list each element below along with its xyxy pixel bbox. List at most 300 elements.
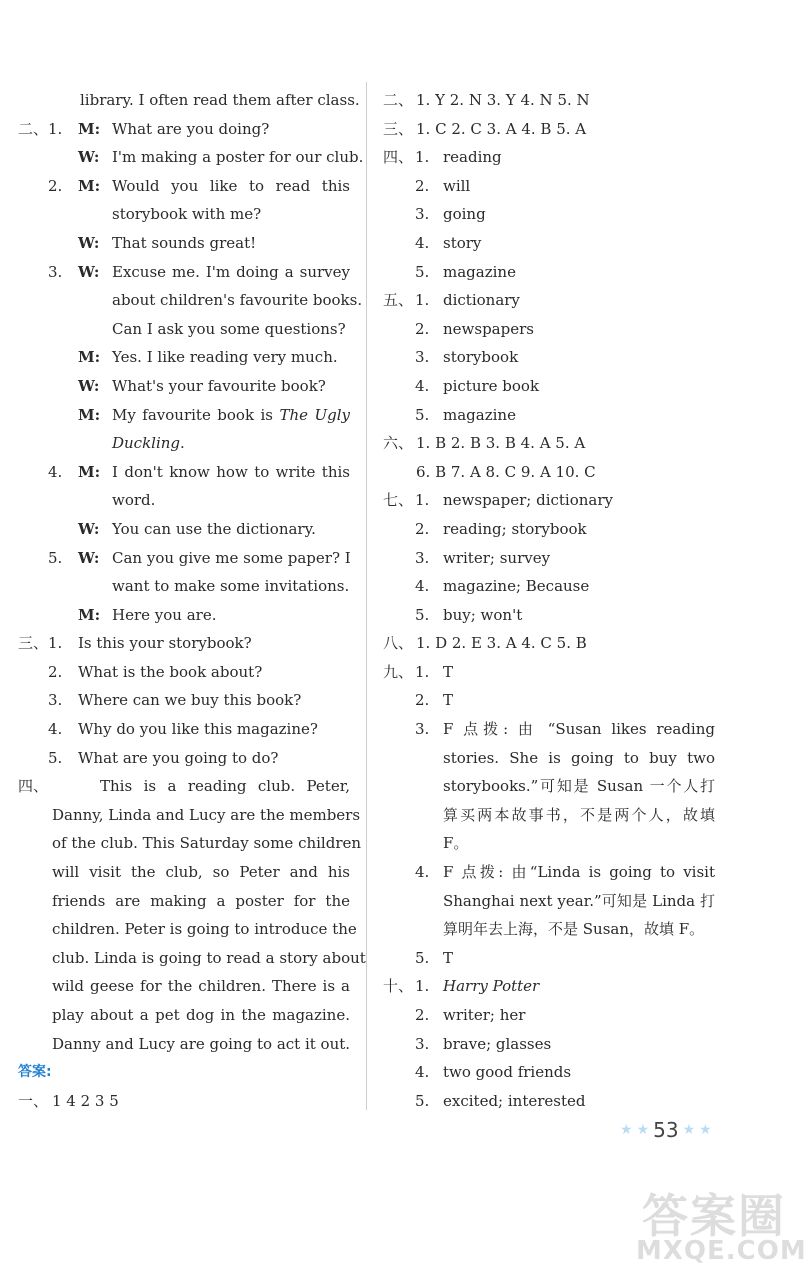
- text: word.: [112, 491, 156, 510]
- text: Is this your storybook?: [78, 634, 252, 653]
- speaker-name: W: [78, 148, 94, 167]
- text: 1. D 2. E 3. A 4. C 5. B: [416, 634, 587, 653]
- line-text: [443, 686, 453, 715]
- line-text: [112, 258, 350, 287]
- section-label: 十、: [383, 977, 414, 996]
- text-line: [18, 887, 354, 916]
- text-line: [383, 858, 723, 887]
- text-line: [18, 515, 354, 544]
- text: writer; survey: [443, 548, 551, 567]
- line-text: [112, 458, 350, 487]
- text-line: [18, 1087, 354, 1116]
- line-text: [78, 629, 252, 658]
- line-text: [443, 658, 453, 687]
- line-text: [443, 229, 481, 258]
- text: Yes. I like reading very much.: [112, 348, 338, 367]
- text-line: [383, 801, 723, 830]
- speaker-name: M: [78, 176, 95, 195]
- item-number: 2.: [415, 1006, 430, 1024]
- line-text: [112, 572, 349, 601]
- text: Excuse me. I'm doing a survey: [112, 262, 350, 281]
- line-text: [416, 629, 587, 658]
- line-text: [112, 515, 316, 544]
- text-line: [18, 858, 354, 887]
- line-text: [112, 172, 350, 201]
- text-line: [18, 772, 354, 801]
- text: Can I ask you some questions?: [112, 319, 346, 338]
- line-text: [443, 772, 715, 801]
- item-number: 1.: [415, 491, 430, 510]
- star-icon: ★: [682, 1122, 696, 1138]
- text: excited; interested: [443, 1091, 586, 1110]
- item-number: 3.: [415, 720, 430, 739]
- text: F 点拨: 由 “Susan likes reading: [443, 720, 715, 739]
- text: buy; won't: [443, 605, 523, 624]
- line-text: [78, 686, 301, 715]
- text-line: [18, 915, 357, 944]
- text: newspapers: [443, 319, 534, 338]
- item-number: 4.: [415, 1063, 430, 1082]
- text-line: [18, 115, 354, 144]
- text-line: [383, 658, 723, 687]
- text-line: [383, 772, 723, 801]
- line-text: [52, 887, 350, 916]
- text-line: [383, 915, 723, 944]
- line-text: [112, 286, 363, 315]
- text: magazine: [443, 262, 516, 281]
- text-line: [18, 172, 354, 201]
- text-line: [18, 429, 354, 458]
- line-text: [52, 915, 357, 944]
- text: about children's favourite books.: [112, 291, 363, 310]
- text-line: [383, 286, 723, 315]
- text: I'm making a poster for our club.: [112, 148, 364, 167]
- text-line: [18, 944, 366, 973]
- text: What is the book about?: [78, 662, 263, 681]
- text: F。: [443, 834, 469, 853]
- text-line: [18, 401, 354, 430]
- line-text: [52, 1087, 119, 1116]
- text-line: [383, 715, 723, 744]
- text: .: [180, 434, 185, 453]
- item-number: 3.: [48, 262, 63, 281]
- item-number: 2.: [48, 176, 63, 195]
- column-divider: [366, 82, 367, 1110]
- speaker-label: M:: [78, 462, 101, 481]
- text: will: [443, 176, 471, 195]
- item-number: 5.: [415, 405, 430, 424]
- text-line: [18, 686, 354, 715]
- watermark-logo: [632, 1180, 807, 1276]
- right-column: [383, 86, 723, 1115]
- text-line: [383, 200, 723, 229]
- text-line: [383, 887, 723, 916]
- text-line: [18, 801, 361, 830]
- text-line: [18, 200, 354, 229]
- text: storybook: [443, 348, 519, 367]
- text-line: [18, 258, 354, 287]
- item-number: 5.: [415, 605, 430, 624]
- text-line: [383, 372, 723, 401]
- text-line: [18, 715, 354, 744]
- speaker-label: W:: [78, 519, 100, 538]
- line-text: [443, 1058, 571, 1087]
- text: dictionary: [443, 291, 520, 310]
- line-text: [443, 286, 520, 315]
- item-number: 3.: [415, 205, 430, 224]
- line-text: [112, 429, 185, 458]
- text: 1 4 2 3 5: [52, 1091, 119, 1110]
- text: storybook with me?: [112, 205, 262, 224]
- item-number: 2.: [415, 691, 430, 710]
- item-number: 3.: [48, 691, 63, 710]
- line-text: [443, 401, 516, 430]
- text: library. I often read them after class.: [80, 91, 360, 109]
- text: Where can we buy this book?: [78, 691, 302, 710]
- line-text: [443, 1087, 585, 1116]
- line-text: [52, 801, 361, 830]
- text: This is a reading club. Peter,: [100, 777, 350, 796]
- line-text: [112, 544, 350, 573]
- speaker-name: M: [78, 348, 95, 367]
- text: 算买两本故事书，不是两个人，故填: [443, 805, 715, 824]
- line-text: [443, 172, 470, 201]
- text-line: [18, 744, 354, 773]
- speaker-label: W:: [78, 148, 100, 167]
- text: brave; glasses: [443, 1034, 552, 1053]
- text-line: [18, 829, 362, 858]
- star-icon: ★: [620, 1122, 633, 1138]
- text: T: [443, 691, 454, 710]
- text-line: [18, 343, 354, 372]
- line-text: [416, 115, 586, 144]
- line-text: [416, 458, 596, 487]
- line-text: [443, 343, 518, 372]
- page-number-area: [620, 1116, 720, 1144]
- text: friends are making a poster for the: [52, 891, 350, 910]
- text: going: [443, 205, 486, 224]
- line-text: [416, 429, 585, 458]
- section-label: 二、: [18, 119, 49, 138]
- item-number: 5.: [48, 748, 63, 767]
- text-line: [18, 143, 364, 172]
- text: 1. B 2. B 3. B 4. A 5. A: [416, 434, 586, 453]
- text: 算明年去上海，不是 Susan，故填 F。: [443, 920, 705, 939]
- text-line: [18, 572, 354, 601]
- section-label: 一、: [18, 1091, 49, 1110]
- item-number: 3.: [415, 348, 430, 367]
- speaker-name: M: [78, 462, 95, 481]
- line-text: [443, 1030, 551, 1059]
- line-text: [443, 372, 539, 401]
- section-label: 九、: [383, 662, 414, 681]
- text-line: [383, 1001, 723, 1030]
- line-text: [443, 601, 522, 630]
- text-line: [383, 486, 723, 515]
- item-number: 2.: [415, 519, 430, 538]
- text: play about a pet dog in the magazine.: [52, 1006, 350, 1024]
- text: will visit the club, so Peter and his: [52, 863, 350, 882]
- item-number: 2.: [415, 319, 430, 338]
- speaker-name: W: [78, 548, 94, 567]
- page-number: 53: [653, 1118, 679, 1142]
- text-line: [383, 972, 723, 1001]
- speaker-label: W:: [78, 548, 100, 567]
- section-label: 四、: [383, 148, 414, 167]
- text: magazine; Because: [443, 577, 590, 596]
- line-text: [78, 744, 278, 773]
- text-line: [18, 544, 354, 573]
- item-number: 5.: [415, 262, 430, 281]
- speaker-name: M: [78, 605, 95, 624]
- item-number: 2.: [48, 662, 63, 681]
- text-line: [383, 143, 723, 172]
- text: Danny and Lucy are going to act it out.: [52, 1034, 351, 1053]
- answer-label: 答案:: [18, 1064, 52, 1081]
- line-text: [112, 343, 338, 372]
- line-text: [52, 944, 366, 973]
- line-text: [78, 658, 262, 687]
- text: reading; storybook: [443, 519, 587, 538]
- text-line: [383, 1087, 723, 1116]
- text: My favourite book is: [112, 405, 280, 424]
- line-text: [112, 315, 346, 344]
- line-text: [112, 601, 216, 630]
- text: children. Peter is going to introduce the: [52, 920, 357, 939]
- text: 6. B 7. A 8. C 9. A 10. C: [416, 462, 596, 481]
- text: What are you doing?: [112, 119, 270, 138]
- line-text: [443, 972, 539, 1001]
- star-icon: ★: [699, 1122, 712, 1138]
- line-text: [78, 715, 318, 744]
- text: writer; her: [443, 1006, 526, 1024]
- text-line: [383, 343, 723, 372]
- speaker-name: M: [78, 405, 95, 424]
- line-text: [112, 401, 350, 430]
- text: club. Linda is going to read a story about: [52, 948, 366, 967]
- line-text: [443, 258, 516, 287]
- section-label: 二、: [383, 91, 414, 109]
- speaker-label: M:: [78, 348, 101, 367]
- speaker-label: W:: [78, 376, 100, 395]
- text-line: [18, 1030, 354, 1059]
- watermark-cn: 答案圈: [642, 1189, 786, 1243]
- text: newspaper; dictionary: [443, 491, 613, 510]
- line-text: [443, 915, 704, 944]
- italic-text: Harry Potter: [443, 977, 540, 996]
- line-text: [443, 829, 468, 858]
- item-number: 1.: [48, 119, 63, 138]
- line-text: [443, 944, 453, 973]
- line-text: [443, 315, 534, 344]
- item-number: 1.: [415, 291, 430, 310]
- line-text: [100, 772, 350, 801]
- line-text: [443, 715, 715, 744]
- text-line: [18, 972, 354, 1001]
- line-text: [443, 515, 587, 544]
- line-text: [52, 972, 350, 1001]
- speaker-label: W:: [78, 262, 100, 281]
- text-line: [383, 572, 723, 601]
- line-text: [80, 86, 360, 115]
- text-line: [383, 229, 723, 258]
- line-text: [112, 486, 155, 515]
- section-label: 三、: [18, 634, 49, 653]
- text: story: [443, 233, 482, 252]
- watermark-en: MXQE.COM: [636, 1236, 807, 1266]
- text: Would you like to read this: [112, 176, 350, 195]
- line-text: [112, 372, 326, 401]
- item-number: 5.: [48, 548, 63, 567]
- text-line: [383, 629, 723, 658]
- speaker-label: M:: [78, 405, 101, 424]
- speaker-name: W: [78, 262, 94, 281]
- text: You can use the dictionary.: [112, 519, 316, 538]
- text: Why do you like this magazine?: [78, 720, 318, 739]
- text: stories. She is going to buy two: [443, 748, 715, 767]
- item-number: 1.: [415, 148, 430, 167]
- item-number: 4.: [415, 863, 430, 882]
- line-text: [52, 858, 350, 887]
- left-column: [18, 86, 366, 1115]
- line-text: [443, 572, 589, 601]
- text-line: [383, 458, 723, 487]
- text-line: [383, 544, 723, 573]
- speaker-label: M:: [78, 605, 101, 624]
- text-line: [383, 115, 723, 144]
- section-label: 三、: [383, 119, 414, 138]
- text: wild geese for the children. There is a: [52, 977, 350, 996]
- line-text: [443, 544, 550, 573]
- speaker-name: W: [78, 376, 94, 395]
- text: Shanghai next year.”可知是 Linda 打: [443, 891, 715, 910]
- text-line: [383, 515, 723, 544]
- text: That sounds great!: [112, 233, 257, 252]
- section-label: 七、: [383, 491, 414, 510]
- text-line: [18, 1058, 354, 1087]
- text: Can you give me some paper? I: [112, 548, 351, 567]
- text: want to make some invitations.: [112, 577, 350, 596]
- speaker-label: M:: [78, 176, 101, 195]
- line-text: [112, 115, 269, 144]
- section-label: 五、: [383, 291, 414, 310]
- text-line: [383, 172, 723, 201]
- text-line: [383, 401, 723, 430]
- text-line: [18, 372, 354, 401]
- line-text: [443, 1001, 525, 1030]
- line-text: [443, 744, 715, 773]
- text: storybooks.”可知是 Susan 一个人打: [443, 777, 715, 796]
- text: picture book: [443, 376, 540, 395]
- text-line: [383, 601, 723, 630]
- item-number: 3.: [415, 548, 430, 567]
- text: T: [443, 948, 454, 967]
- item-number: 1.: [48, 634, 63, 653]
- text: I don't know how to write this: [112, 462, 350, 481]
- speaker-name: W: [78, 233, 94, 252]
- text-line: [383, 258, 723, 287]
- item-number: 5.: [415, 1091, 430, 1110]
- item-number: 1.: [415, 662, 430, 681]
- item-number: 4.: [415, 233, 430, 252]
- text: T: [443, 662, 454, 681]
- line-text: [443, 486, 613, 515]
- text-line: [383, 829, 723, 858]
- speaker-name: M: [78, 119, 95, 138]
- line-text: [443, 887, 715, 916]
- text-line: [18, 658, 354, 687]
- line-text: [112, 200, 261, 229]
- item-number: 1.: [415, 977, 430, 996]
- line-text: [52, 829, 362, 858]
- star-icon: ★: [636, 1122, 650, 1138]
- line-text: [112, 229, 256, 258]
- text: of the club. This Saturday some children: [52, 834, 362, 853]
- text-line: [383, 744, 723, 773]
- item-number: 4.: [415, 376, 430, 395]
- section-label: 八、: [383, 634, 414, 653]
- text: 1. Y 2. N 3. Y 4. N 5. N: [416, 91, 590, 109]
- text-line: [18, 315, 354, 344]
- item-number: 4.: [48, 462, 63, 481]
- text-line: [383, 686, 723, 715]
- text-line: [383, 315, 723, 344]
- text: two good friends: [443, 1063, 572, 1082]
- text-line: [383, 1030, 723, 1059]
- text: magazine: [443, 405, 516, 424]
- text-line: [18, 1001, 354, 1030]
- text-line: [18, 601, 354, 630]
- line-text: [443, 858, 715, 887]
- text-line: [18, 86, 360, 115]
- item-number: 2.: [415, 176, 430, 195]
- line-text: [443, 200, 486, 229]
- section-label: 四、: [18, 777, 49, 796]
- item-number: 4.: [415, 577, 430, 596]
- item-number: 3.: [415, 1034, 430, 1053]
- line-text: [112, 143, 363, 172]
- line-text: [52, 1030, 350, 1059]
- line-text: [443, 801, 715, 830]
- text: 1. C 2. C 3. A 4. B 5. A: [416, 119, 587, 138]
- italic-text: The Ugly: [279, 405, 351, 424]
- text-line: [18, 286, 363, 315]
- item-number: 5.: [415, 948, 430, 967]
- speaker-label: W:: [78, 233, 100, 252]
- text: Here you are.: [112, 605, 217, 624]
- speaker-label: M:: [78, 119, 101, 138]
- text: What's your favourite book?: [112, 376, 326, 395]
- text-line: [383, 429, 723, 458]
- text-line: [18, 629, 354, 658]
- line-text: [52, 1001, 350, 1030]
- item-number: 4.: [48, 720, 63, 739]
- text-line: [18, 229, 354, 258]
- text: F 点拨: 由“Linda is going to visit: [443, 863, 715, 882]
- text: What are you going to do?: [78, 748, 279, 767]
- line-text: [443, 143, 502, 172]
- text-line: [383, 1058, 723, 1087]
- text-line: [383, 944, 723, 973]
- section-label: 六、: [383, 434, 414, 453]
- text-line: [18, 458, 354, 487]
- text-line: [383, 86, 723, 115]
- line-text: [416, 86, 590, 115]
- speaker-name: W: [78, 519, 94, 538]
- text-line: [18, 486, 354, 515]
- text: Danny, Linda and Lucy are the members: [52, 805, 361, 824]
- text: reading: [443, 148, 502, 167]
